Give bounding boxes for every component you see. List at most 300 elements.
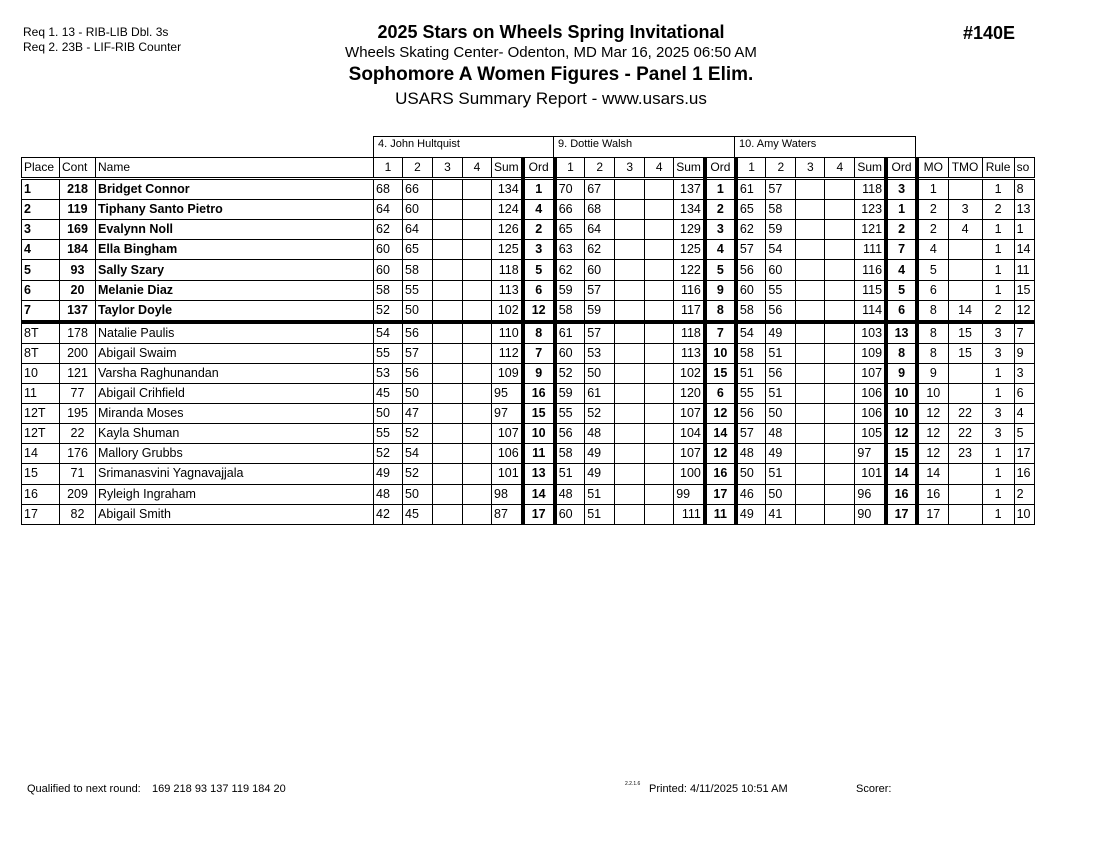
j1-score-ord: 9 [523,363,555,383]
j2-score-2: 53 [585,343,615,363]
mo-cell: 8 [917,300,948,322]
j2-score-1: 66 [555,200,585,220]
j1-score-4 [463,384,492,404]
j2-score-2: 61 [585,384,615,404]
tmo-cell: 23 [948,444,982,464]
mo-cell: 6 [917,280,948,300]
j2-score-1: 63 [555,240,585,260]
name-cell: Kayla Shuman [96,424,374,444]
j2-score-ord: 3 [705,220,736,240]
table-row [22,384,1035,404]
j2-score-sum: 125 [674,240,705,260]
j1-score-sum: 87 [492,504,523,524]
col-tmo: TMO [948,158,982,179]
j3-score-ord: 4 [886,260,917,280]
j3-score-1: 58 [736,300,766,322]
j3-score-ord: 16 [886,484,917,504]
j1-score-sum: 124 [492,200,523,220]
j1-score-4 [463,464,492,484]
cont-cell: 184 [60,240,96,260]
j3-score-ord: 13 [886,322,917,344]
j1-score-3 [433,464,463,484]
j2-score-4 [645,220,674,240]
mo-cell: 2 [917,200,948,220]
rule-cell: 1 [982,464,1014,484]
so-cell: 14 [1014,240,1034,260]
j3-score-sum: 106 [855,384,886,404]
j2-score-4 [645,363,674,383]
j3-score-2: 51 [766,464,796,484]
so-cell: 12 [1014,300,1034,322]
j3-score-ord: 10 [886,404,917,424]
j1-score-1: 53 [374,363,403,383]
j1-score-ord: 3 [523,240,555,260]
tmo-cell [948,240,982,260]
j2-score-3 [615,384,645,404]
j3-score-4 [825,404,855,424]
j1-score-3 [433,280,463,300]
j2-score-3 [615,484,645,504]
j2-score-ord: 7 [705,322,736,344]
j2-score-4 [645,280,674,300]
j2-score-4 [645,444,674,464]
j1-score-2: 54 [403,444,433,464]
j2-score-3 [615,404,645,424]
j1-score-sum: 118 [492,260,523,280]
j3-score-1: 54 [736,322,766,344]
j2-score-sum: 120 [674,384,705,404]
j1-score-1: 45 [374,384,403,404]
j2-score-1: 70 [555,179,585,200]
so-cell: 17 [1014,444,1034,464]
j2-score-sum: 107 [674,444,705,464]
table-row [22,200,1035,220]
j3-score-4 [825,464,855,484]
j3-score-3 [796,444,825,464]
j1-score-ord: 2 [523,220,555,240]
j1-score-2: 56 [403,363,433,383]
j3-score-4 [825,179,855,200]
location-datetime: Wheels Skating Center- Odenton, MD Mar 16, 2025 06:50 AM [345,44,757,61]
j2-score-ord: 17 [705,484,736,504]
mo-cell: 2 [917,220,948,240]
rule-cell: 1 [982,363,1014,383]
j3-score-sum: 101 [855,464,886,484]
j1-score-ord: 4 [523,200,555,220]
j3-score-sum: 121 [855,220,886,240]
j3-score-sum: 115 [855,280,886,300]
j2-score-4 [645,260,674,280]
place-cell: 14 [22,444,60,464]
j3-score-4 [825,260,855,280]
j3-score-ord: 12 [886,424,917,444]
j3-score-4 [825,280,855,300]
place-cell: 8T [22,343,60,363]
j1-score-3 [433,424,463,444]
so-cell: 5 [1014,424,1034,444]
j2-score-4 [645,424,674,444]
col-name: Name [96,158,374,179]
name-cell: Natalie Paulis [96,322,374,344]
mo-cell: 17 [917,504,948,524]
j1-score-1: 60 [374,240,403,260]
j3-score-3 [796,464,825,484]
table-row [22,343,1035,363]
j3-score-ord: 8 [886,343,917,363]
qualified-list: 169 218 93 137 119 184 20 [152,783,286,795]
j1-score-sum: 95 [492,384,523,404]
j2-score-2: 62 [585,240,615,260]
j3-score-1: 60 [736,280,766,300]
rule-cell: 1 [982,260,1014,280]
rule-cell: 3 [982,322,1014,344]
mo-cell: 14 [917,464,948,484]
j3-score-4 [825,444,855,464]
j3-score-2: 60 [766,260,796,280]
j1-score-ord: 14 [523,484,555,504]
j3-score-3 [796,280,825,300]
j2-score-ord: 6 [705,384,736,404]
j2-score-ord: 11 [705,504,736,524]
table-row [22,363,1035,383]
mo-cell: 8 [917,322,948,344]
j1-score-2: 57 [403,343,433,363]
j3-score-sum: 90 [855,504,886,524]
j2-score-ord: 15 [705,363,736,383]
j2-score-3 [615,200,645,220]
j3-score-1: 50 [736,464,766,484]
j2-score-1: 59 [555,280,585,300]
j1-score-2: 52 [403,424,433,444]
j3-score-3 [796,179,825,200]
j3-score-sum: 107 [855,363,886,383]
event-title: Sophomore A Women Figures - Panel 1 Elim. [348,64,754,85]
name-cell: Abigail Swaim [96,343,374,363]
j3-score-sum: 123 [855,200,886,220]
place-cell: 1 [22,179,60,200]
j1-score-sum: 126 [492,220,523,240]
j3-score-sum: 105 [855,424,886,444]
j1-score-sum: 102 [492,300,523,322]
place-cell: 15 [22,464,60,484]
col-j1-4: 4 [463,158,492,179]
cont-cell: 119 [60,200,96,220]
j1-score-1: 49 [374,464,403,484]
table-row [22,220,1035,240]
j3-score-2: 54 [766,240,796,260]
j1-score-sum: 113 [492,280,523,300]
j3-score-sum: 97 [855,444,886,464]
j2-score-ord: 5 [705,260,736,280]
j2-score-3 [615,179,645,200]
j3-score-1: 51 [736,363,766,383]
j2-score-ord: 14 [705,424,736,444]
j3-score-1: 58 [736,343,766,363]
table-row [22,424,1035,444]
tmo-cell [948,484,982,504]
j1-score-sum: 101 [492,464,523,484]
name-cell: Mallory Grubbs [96,444,374,464]
j1-score-3 [433,300,463,322]
j3-score-sum: 106 [855,404,886,424]
j1-score-1: 64 [374,200,403,220]
j3-score-1: 55 [736,384,766,404]
j1-score-ord: 12 [523,300,555,322]
rule-cell: 1 [982,504,1014,524]
j1-score-2: 50 [403,300,433,322]
j2-score-sum: 137 [674,179,705,200]
j1-score-4 [463,240,492,260]
j3-score-4 [825,484,855,504]
j3-score-2: 59 [766,220,796,240]
j3-score-ord: 3 [886,179,917,200]
col-j1-3: 3 [433,158,463,179]
j2-score-2: 51 [585,504,615,524]
name-cell: Ella Bingham [96,240,374,260]
j3-score-3 [796,343,825,363]
j2-score-3 [615,260,645,280]
j3-score-3 [796,424,825,444]
j2-score-3 [615,343,645,363]
table-row [22,179,1035,200]
j1-score-4 [463,504,492,524]
j1-score-1: 52 [374,444,403,464]
j2-score-sum: 113 [674,343,705,363]
col-j1-1: 1 [374,158,403,179]
j3-score-sum: 103 [855,322,886,344]
j3-score-2: 50 [766,404,796,424]
judge-header-1: 4. John Hultquist [373,136,554,158]
j1-score-ord: 15 [523,404,555,424]
j1-score-4 [463,322,492,344]
j2-score-2: 57 [585,280,615,300]
j1-score-3 [433,504,463,524]
j1-score-2: 50 [403,384,433,404]
col-j2-2: 2 [585,158,615,179]
j3-score-3 [796,363,825,383]
name-cell: Abigail Smith [96,504,374,524]
j1-score-1: 54 [374,322,403,344]
j1-score-sum: 97 [492,404,523,424]
j1-score-4 [463,280,492,300]
j2-score-sum: 104 [674,424,705,444]
j1-score-2: 50 [403,484,433,504]
j1-score-4 [463,179,492,200]
mo-cell: 1 [917,179,948,200]
col-so: so [1014,158,1034,179]
rule-cell: 1 [982,179,1014,200]
j3-score-3 [796,404,825,424]
table-row [22,240,1035,260]
j1-score-2: 66 [403,179,433,200]
j1-score-1: 60 [374,260,403,280]
j3-score-2: 56 [766,300,796,322]
j2-score-4 [645,384,674,404]
j2-score-ord: 8 [705,300,736,322]
judge-header-2: 9. Dottie Walsh [553,136,735,158]
j2-score-1: 52 [555,363,585,383]
name-cell: Srimanasvini Yagnavajjala [96,464,374,484]
j2-score-4 [645,343,674,363]
j3-score-sum: 114 [855,300,886,322]
table-row [22,444,1035,464]
so-cell: 13 [1014,200,1034,220]
j2-score-2: 49 [585,464,615,484]
col-cont: Cont [60,158,96,179]
j3-score-4 [825,424,855,444]
name-cell: Ryleigh Ingraham [96,484,374,504]
j3-score-ord: 5 [886,280,917,300]
cont-cell: 22 [60,424,96,444]
rule-cell: 1 [982,220,1014,240]
so-cell: 2 [1014,484,1034,504]
j1-score-1: 52 [374,300,403,322]
j2-score-4 [645,240,674,260]
j3-score-1: 56 [736,260,766,280]
name-cell: Miranda Moses [96,404,374,424]
place-cell: 6 [22,280,60,300]
j3-score-4 [825,322,855,344]
mo-cell: 9 [917,363,948,383]
j2-score-3 [615,280,645,300]
col-j3-1: 1 [736,158,766,179]
j2-score-ord: 10 [705,343,736,363]
col-j2-4: 4 [645,158,674,179]
j2-score-4 [645,322,674,344]
j2-score-1: 59 [555,384,585,404]
j2-score-3 [615,300,645,322]
j2-score-1: 60 [555,343,585,363]
col-j2-sum: Sum [674,158,705,179]
j1-score-2: 65 [403,240,433,260]
j2-score-ord: 12 [705,444,736,464]
so-cell: 1 [1014,220,1034,240]
j3-score-1: 57 [736,240,766,260]
j1-score-1: 50 [374,404,403,424]
scorer-label: Scorer: [856,783,892,795]
j2-score-3 [615,220,645,240]
j1-score-4 [463,444,492,464]
name-cell: Abigail Crihfield [96,384,374,404]
mo-cell: 12 [917,444,948,464]
place-cell: 2 [22,200,60,220]
col-j1-2: 2 [403,158,433,179]
place-cell: 17 [22,504,60,524]
j2-score-4 [645,484,674,504]
so-cell: 9 [1014,343,1034,363]
tmo-cell: 22 [948,424,982,444]
j3-score-ord: 7 [886,240,917,260]
col-place: Place [22,158,60,179]
j3-score-4 [825,200,855,220]
event-number: #140E [963,23,1016,43]
requirement-2: Req 2. 23B - LIF-RIB Counter [23,40,182,54]
place-cell: 3 [22,220,60,240]
j2-score-3 [615,424,645,444]
col-j3-4: 4 [825,158,855,179]
j1-score-1: 55 [374,343,403,363]
j2-score-ord: 12 [705,404,736,424]
j1-score-3 [433,444,463,464]
tmo-cell: 3 [948,200,982,220]
j3-score-1: 48 [736,444,766,464]
j3-score-4 [825,504,855,524]
cont-cell: 77 [60,384,96,404]
j3-score-2: 50 [766,484,796,504]
cont-cell: 178 [60,322,96,344]
j1-score-1: 48 [374,484,403,504]
j3-score-1: 46 [736,484,766,504]
name-cell: Tiphany Santo Pietro [96,200,374,220]
j1-score-4 [463,363,492,383]
j1-score-sum: 134 [492,179,523,200]
j2-score-sum: 111 [674,504,705,524]
j2-score-1: 51 [555,464,585,484]
j1-score-2: 56 [403,322,433,344]
j1-score-1: 42 [374,504,403,524]
j1-score-4 [463,300,492,322]
cont-cell: 176 [60,444,96,464]
j1-score-3 [433,179,463,200]
j3-score-ord: 10 [886,384,917,404]
tmo-cell [948,504,982,524]
j3-score-1: 49 [736,504,766,524]
j3-score-2: 56 [766,363,796,383]
cont-cell: 137 [60,300,96,322]
table-row [22,404,1035,424]
so-cell: 8 [1014,179,1034,200]
report-title: USARS Summary Report - www.usars.us [395,89,707,108]
j3-score-1: 56 [736,404,766,424]
j3-score-2: 49 [766,444,796,464]
j1-score-2: 55 [403,280,433,300]
j1-score-4 [463,484,492,504]
rule-cell: 1 [982,280,1014,300]
j3-score-sum: 111 [855,240,886,260]
j2-score-ord: 2 [705,200,736,220]
j1-score-2: 45 [403,504,433,524]
j3-score-4 [825,300,855,322]
j3-score-3 [796,484,825,504]
j1-score-3 [433,343,463,363]
so-cell: 16 [1014,464,1034,484]
col-rule: Rule [982,158,1014,179]
place-cell: 11 [22,384,60,404]
j2-score-2: 51 [585,484,615,504]
col-j2-1: 1 [555,158,585,179]
j1-score-2: 52 [403,464,433,484]
requirement-1: Req 1. 13 - RIB-LIB Dbl. 3s [23,25,169,39]
cont-cell: 200 [60,343,96,363]
tmo-cell: 22 [948,404,982,424]
j2-score-sum: 99 [674,484,705,504]
place-cell: 12T [22,404,60,424]
j2-score-4 [645,200,674,220]
tmo-cell [948,464,982,484]
cont-cell: 121 [60,363,96,383]
place-cell: 8T [22,322,60,344]
place-cell: 5 [22,260,60,280]
j1-score-4 [463,200,492,220]
j3-score-1: 62 [736,220,766,240]
j2-score-1: 48 [555,484,585,504]
j1-score-3 [433,260,463,280]
j1-score-ord: 17 [523,504,555,524]
results-table [21,157,1035,525]
table-row [22,504,1035,524]
mo-cell: 5 [917,260,948,280]
place-cell: 10 [22,363,60,383]
